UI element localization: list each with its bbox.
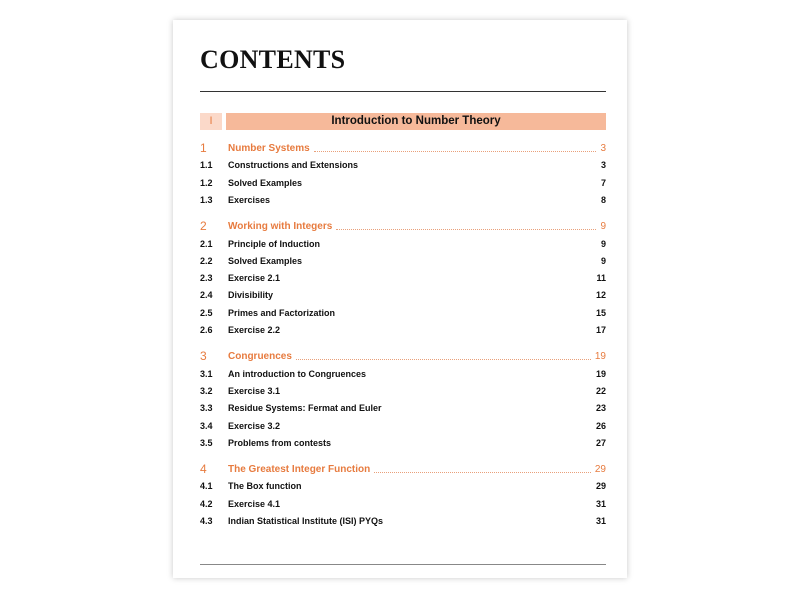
toc-entry-title: Solved Examples [228, 177, 303, 188]
toc-page-number: 29 [594, 463, 606, 475]
toc-section-row[interactable] [200, 253, 606, 269]
toc-entry-number: 1 [200, 141, 207, 155]
toc-chapter-row[interactable] [200, 140, 606, 156]
toc-entry-title: Exercise 2.2 [228, 325, 281, 335]
toc-entry-number: 2.4 [200, 290, 213, 301]
toc-page-number: 7 [600, 177, 606, 188]
toc-page-number: 22 [595, 385, 606, 396]
dotted-leader [314, 151, 597, 152]
toc-entry-number: 2.6 [200, 325, 213, 335]
toc-entry-title: Constructions and Extensions [228, 160, 359, 171]
toc-entry-title: The Greatest Integer Function [228, 463, 371, 475]
toc-chapter-row[interactable] [200, 218, 606, 234]
toc-entry-title: Exercise 4.1 [228, 498, 281, 509]
toc-entry-title: Exercises [228, 194, 271, 205]
toc-entry-number: 2 [200, 219, 207, 234]
toc-page-number: 3 [600, 142, 606, 154]
toc-entry-title: Exercise 3.2 [228, 420, 281, 431]
toc-entry-title: Solved Examples [228, 255, 303, 266]
toc-section-row[interactable] [200, 270, 606, 286]
toc-entry-number: 4.3 [200, 516, 213, 526]
toc-section-row[interactable] [200, 478, 606, 494]
toc-section-row[interactable] [200, 287, 606, 303]
toc-entry-number: 3.2 [200, 385, 213, 396]
toc-entry-title: Problems from contests [228, 437, 332, 448]
toc-entry-number: 4 [200, 462, 207, 477]
toc-section-row[interactable] [200, 322, 606, 338]
page-title: CONTENTS [200, 45, 346, 74]
toc-entry-number: 1.2 [200, 177, 213, 188]
toc-page-number: 29 [595, 481, 606, 492]
toc-page-number: 12 [595, 290, 606, 301]
toc-entry-number: 2.1 [200, 238, 213, 249]
toc-page-number: 17 [595, 325, 606, 335]
toc-page-number: 11 [596, 273, 606, 284]
toc-entry-number: 2.5 [200, 307, 213, 318]
toc-entry-title: Exercise 2.1 [228, 273, 281, 284]
toc-entry-number: 3.5 [200, 437, 213, 448]
toc-chapter-row[interactable] [200, 461, 606, 477]
toc-section-row[interactable] [200, 236, 606, 252]
toc-section-row[interactable] [200, 496, 606, 512]
toc-entry-title: Principle of Induction [228, 238, 320, 249]
toc-entry-number: 1.1 [200, 160, 213, 171]
toc-entry-number: 2.3 [200, 273, 213, 284]
toc-page-number: 26 [595, 420, 606, 431]
toc-page-number: 15 [595, 307, 606, 318]
toc-entry-number: 2.2 [200, 255, 213, 266]
toc-page-number: 9 [600, 220, 606, 232]
dotted-leader [336, 229, 596, 230]
toc-entry-number: 1.3 [200, 194, 213, 205]
toc-section-row[interactable] [200, 175, 606, 191]
toc-section-row[interactable] [200, 192, 606, 208]
toc-page-number: 8 [600, 194, 606, 205]
toc-entry-title: Residue Systems: Fermat and Euler [228, 403, 382, 414]
bottom-divider [200, 564, 606, 565]
toc-page-number: 9 [600, 255, 606, 266]
toc-entry-title: Divisibility [228, 290, 274, 301]
toc-chapter-row[interactable] [200, 348, 606, 364]
title-divider [200, 91, 606, 92]
toc-entry-number: 3 [200, 349, 207, 364]
toc-section-row[interactable] [200, 400, 606, 416]
toc-entry-title: Indian Statistical Institute (ISI) PYQs [228, 516, 384, 526]
toc-page-number: 9 [600, 238, 606, 249]
toc-entry-title: Exercise 3.1 [228, 385, 281, 396]
toc-page-number: 27 [595, 437, 606, 448]
part-number: I [200, 113, 222, 130]
toc-section-row[interactable] [200, 383, 606, 399]
toc-entry-title: The Box function [228, 481, 302, 492]
toc-page-number: 23 [595, 403, 606, 414]
toc-section-row[interactable] [200, 157, 606, 173]
toc-entry-number: 3.4 [200, 420, 213, 431]
toc-entry-title: Congruences [228, 350, 292, 362]
toc-entry-number: 3.1 [200, 368, 213, 379]
toc-page-number: 19 [594, 350, 606, 362]
toc-section-row[interactable] [200, 366, 606, 382]
toc-page-number: 19 [595, 368, 606, 379]
part-title: Introduction to Number Theory [226, 113, 606, 130]
toc-section-row[interactable] [200, 513, 606, 529]
dotted-leader [374, 472, 591, 473]
toc-entry-number: 4.1 [200, 481, 213, 492]
toc-page-number: 31 [595, 516, 606, 526]
toc-entry-title: Number Systems [228, 142, 310, 154]
toc-entry-title: Primes and Factorization [228, 307, 336, 318]
toc-entry-number: 3.3 [200, 403, 213, 414]
toc-section-row[interactable] [200, 435, 606, 451]
toc-entry-number: 4.2 [200, 498, 213, 509]
toc-section-row[interactable] [200, 418, 606, 434]
toc-section-row[interactable] [200, 305, 606, 321]
document-page [173, 20, 627, 578]
toc-entry-title: Working with Integers [228, 220, 333, 232]
toc-page-number: 31 [595, 498, 606, 509]
dotted-leader [296, 359, 591, 360]
toc-entry-title: An introduction to Congruences [228, 368, 366, 379]
toc-page-number: 3 [600, 160, 606, 171]
